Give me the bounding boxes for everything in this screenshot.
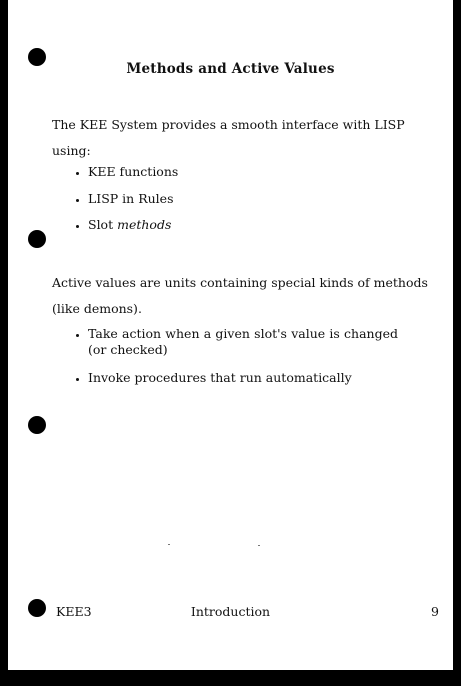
page-number: 9 (431, 604, 439, 619)
active-values-paragraph: Active values are units containing special kinds of methods (like demons). (52, 275, 428, 316)
footer-left-label: KEE3 (56, 604, 92, 619)
list-item-text: Slot (88, 217, 118, 232)
intro-paragraph: The KEE System provides a smooth interface with LISP using: (52, 117, 405, 158)
list-item-emphasis: methods (117, 217, 172, 232)
list-item-text: KEE functions (88, 164, 179, 179)
page-title: Methods and Active Values (126, 61, 335, 77)
list-item-text: LISP in Rules (88, 190, 174, 206)
bullet-icon (76, 199, 79, 202)
list-item (76, 217, 406, 233)
slide-page (8, 0, 453, 670)
list-item (76, 370, 406, 386)
punch-hole-icon (28, 230, 46, 248)
scan-speck (258, 545, 260, 546)
list-item (76, 191, 406, 207)
bullet-icon (76, 378, 79, 381)
active-values-bullet-list (76, 326, 406, 398)
list-item (76, 326, 406, 358)
bullet-icon (76, 225, 79, 228)
intro-bullet-list (76, 164, 406, 244)
bullet-icon (76, 334, 79, 337)
footer-section-label: Introduction (190, 604, 271, 619)
list-item-text: Take action when a given slot's value is changed (or checked) (88, 326, 398, 357)
scan-speck (168, 544, 170, 545)
list-item-text: Invoke procedures that run automatically (88, 370, 352, 385)
list-item (76, 164, 406, 180)
punch-hole-icon (28, 416, 46, 434)
bullet-icon (76, 172, 79, 175)
